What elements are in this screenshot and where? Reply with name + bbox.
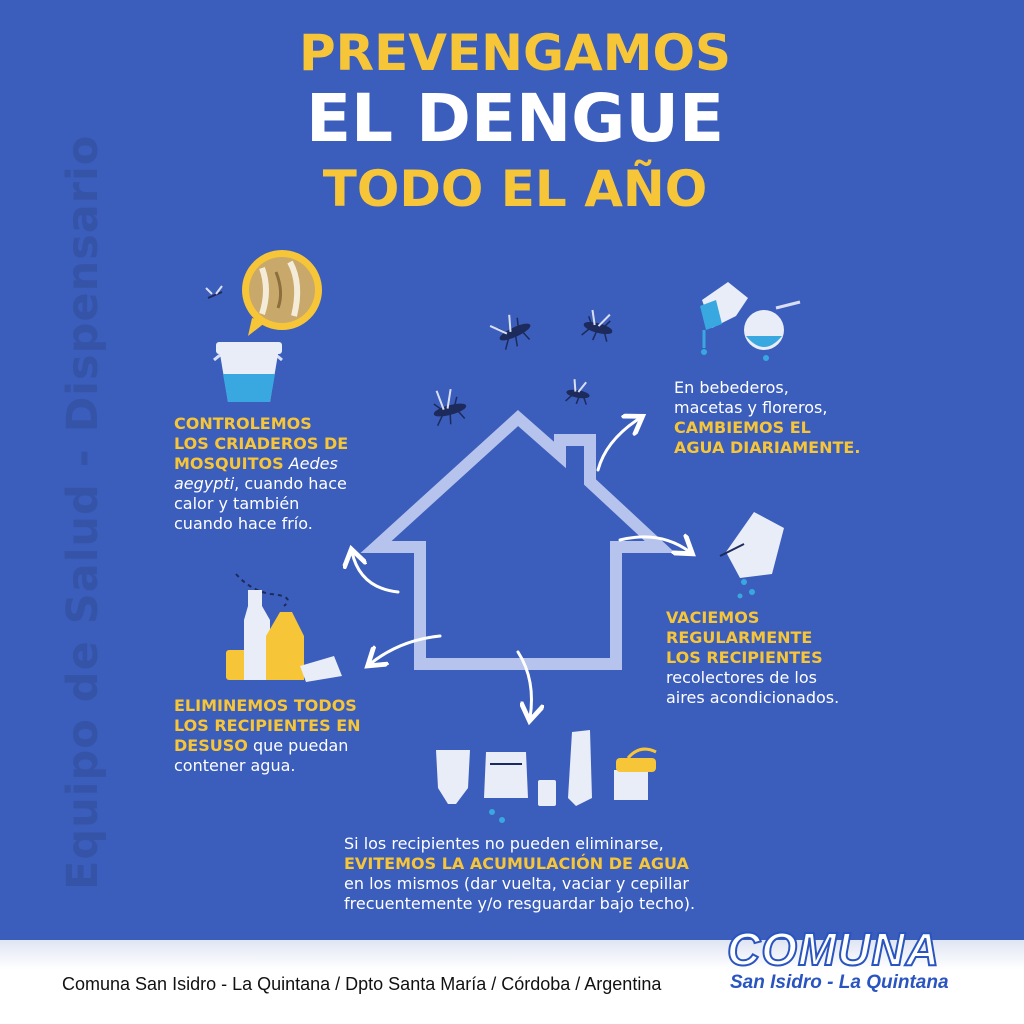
- tip-criaderos-hl2: LOS CRIADEROS DE: [174, 434, 349, 453]
- upside-down-containers-icon: [436, 730, 656, 823]
- tip-vaciar-hl2: REGULARMENTE: [666, 628, 813, 647]
- mosquito-swarm-icon: [429, 309, 616, 428]
- tip-criaderos-species2: aegypti: [174, 474, 235, 493]
- tip-vaciar-t2: aires acondicionados.: [666, 688, 840, 707]
- title-line-3: TODO EL AÑO: [322, 160, 708, 218]
- tip-vaciar-hl1: VACIEMOS: [666, 608, 760, 627]
- comuna-logo-main: COMUNA: [727, 923, 940, 975]
- footer-location: Comuna San Isidro - La Quintana / Dpto Santa María / Córdoba / Argentina: [62, 974, 662, 994]
- bucket-icon: [214, 342, 282, 402]
- tip-eliminar-hl3: DESUSO: [174, 736, 248, 755]
- tip-agua: [674, 378, 860, 458]
- tip-vaciar-hl3: LOS RECIPIENTES: [666, 648, 823, 667]
- tip-eliminar-t2: contener agua.: [174, 756, 296, 775]
- mosquito-small-icon: [206, 286, 222, 298]
- arrows-icon: [352, 418, 690, 718]
- tip-acumulacion-t2: en los mismos (dar vuelta, vaciar y cepillar: [344, 874, 689, 893]
- tip-criaderos: [174, 414, 348, 534]
- tip-eliminar-hl1: ELIMINEMOS TODOS: [174, 696, 357, 715]
- title-line-1: PREVENGAMOS: [298, 24, 731, 82]
- tip-eliminar-hl2: LOS RECIPIENTES EN: [174, 716, 361, 735]
- tip-criaderos-t2: calor y también: [174, 494, 300, 513]
- side-vertical-label: Equipo de Salud - Dispensario: [58, 134, 108, 890]
- tip-eliminar: [174, 696, 361, 776]
- tip-criaderos-t3: cuando hace frío.: [174, 514, 313, 533]
- house-icon: [376, 418, 660, 664]
- tip-acumulacion-t1: Si los recipientes no pueden eliminarse,: [344, 834, 664, 853]
- tip-eliminar-t1: que puedan: [247, 736, 349, 755]
- tip-vaciar-t1: recolectores de los: [666, 668, 817, 687]
- tip-criaderos-hl1: CONTROLEMOS: [174, 414, 312, 433]
- jug-pouring-icon: [700, 282, 748, 355]
- tip-agua-hl1: CAMBIEMOS EL: [674, 418, 811, 437]
- tip-agua-t1: En bebederos,: [674, 378, 789, 397]
- tip-criaderos-t1: , cuando hace: [234, 474, 347, 493]
- tilted-bucket-icon: [720, 512, 784, 599]
- comuna-logo-sub: San Isidro - La Quintana: [730, 972, 949, 993]
- tip-acumulacion-t3: frecuentemente y/o resguardar bajo techo).: [344, 894, 696, 913]
- tip-agua-t2: macetas y floreros,: [674, 398, 828, 417]
- tip-agua-hl2: AGUA DIARIAMENTE.: [674, 438, 861, 457]
- tip-acumulacion: [344, 834, 695, 914]
- watering-bowl-icon: [744, 302, 800, 361]
- discarded-containers-icon: [226, 574, 342, 682]
- larvae-magnifier-icon: [242, 250, 322, 336]
- tip-criaderos-hl3: MOSQUITOS: [174, 454, 284, 473]
- title-line-2: EL DENGUE: [305, 80, 725, 157]
- tip-vaciar: [666, 608, 839, 708]
- tip-acumulacion-hl1: EVITEMOS LA ACUMULACIÓN DE AGUA: [344, 854, 689, 873]
- tip-criaderos-species1: Aedes: [288, 454, 338, 473]
